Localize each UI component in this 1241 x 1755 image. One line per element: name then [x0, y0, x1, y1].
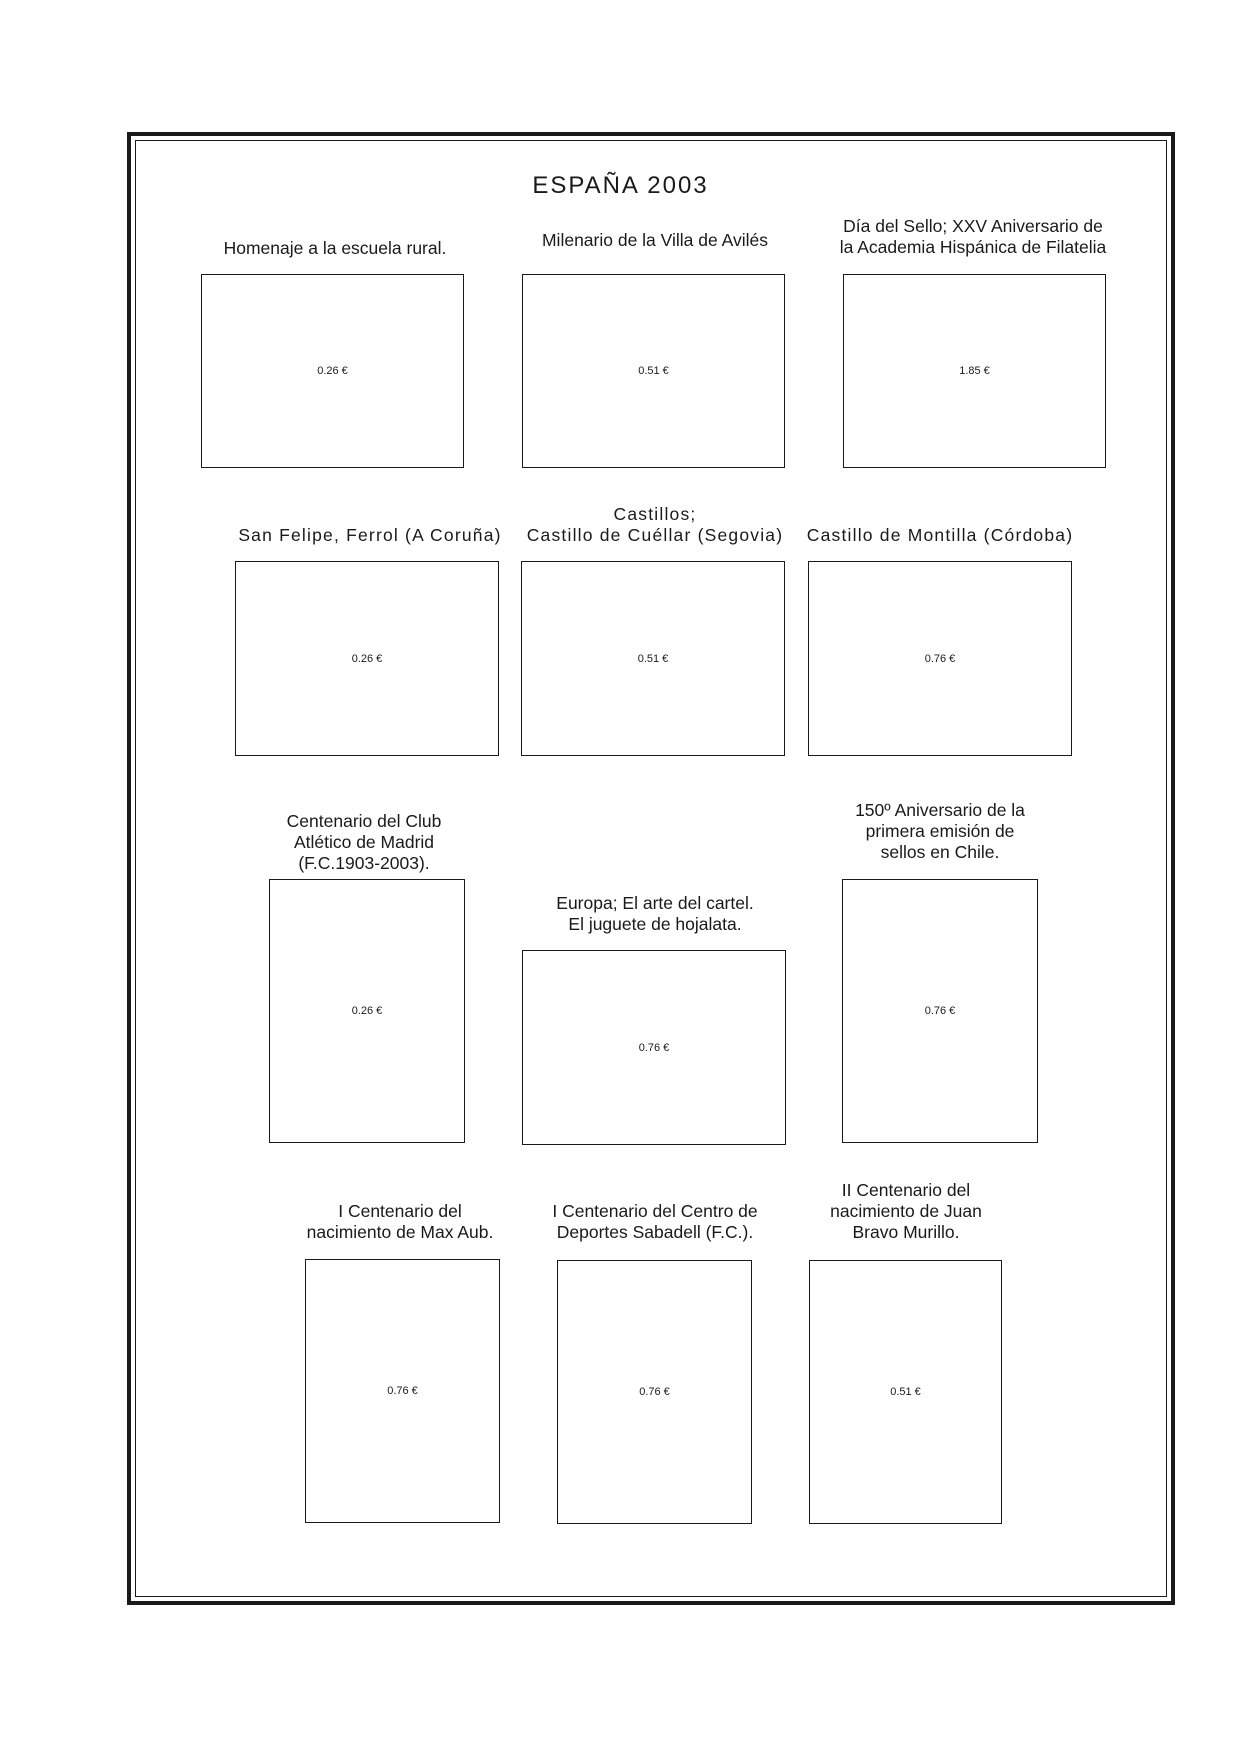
stamp-value: 0.51 €	[890, 1386, 921, 1398]
stamp-slot	[201, 274, 464, 468]
stamp-value: 0.51 €	[638, 365, 669, 377]
stamp-value: 0.76 €	[924, 1005, 956, 1017]
stamp-slot	[235, 561, 499, 756]
stamp-slot	[305, 1259, 500, 1523]
stamp-value: 0.26 €	[351, 652, 383, 665]
stamp-value: 0.51 €	[637, 652, 669, 665]
stamp-slot	[521, 561, 785, 756]
stamp-caption: Castillo de Montilla (Córdoba)	[806, 525, 1074, 545]
stamp-slot	[522, 950, 786, 1145]
stamp-caption: Homenaje a la escuela rural.	[223, 238, 447, 258]
stamp-value: 0.76 €	[639, 1386, 670, 1398]
stamp-caption: I Centenario del Centro de Deportes Sabadell (F.C.).	[552, 1201, 758, 1242]
stamp-caption: San Felipe, Ferrol (A Coruña)	[238, 525, 502, 545]
stamp-caption: Día del Sello; XXV Aniversario de la Academia Hispánica de Filatelia	[839, 216, 1107, 257]
stamp-caption: 150º Aniversario de la primera emisión de sellos en Chile.	[855, 800, 1025, 862]
stamp-slot	[557, 1260, 752, 1524]
stamp-value: 0.76 €	[387, 1385, 418, 1397]
stamp-caption: Centenario del Club Atlético de Madrid (F.C.1903-2003).	[286, 811, 442, 873]
stamp-caption: Castillos; Castillo de Cuéllar (Segovia)	[526, 504, 784, 545]
stamp-caption: Europa; El arte del cartel. El juguete de hojalata.	[556, 893, 754, 934]
stamp-value: 1.85 €	[959, 365, 990, 377]
stamp-slot	[269, 879, 465, 1143]
stamp-caption: I Centenario del nacimiento de Max Aub.	[306, 1201, 494, 1242]
stamp-value: 0.26 €	[351, 1005, 383, 1017]
stamp-value: 0.76 €	[924, 652, 956, 665]
stamp-value: 0.26 €	[317, 365, 348, 377]
stamp-slot	[843, 274, 1106, 468]
stamp-caption: II Centenario del nacimiento de Juan Bravo Murillo.	[830, 1180, 982, 1242]
stamp-slot	[842, 879, 1038, 1143]
stamp-slot	[808, 561, 1072, 756]
page-title: ESPAÑA 2003	[532, 172, 709, 199]
stamp-slot	[809, 1260, 1002, 1524]
stamp-value: 0.76 €	[638, 1041, 670, 1054]
stamp-caption: Milenario de la Villa de Avilés	[541, 230, 768, 250]
stamp-slot	[522, 274, 785, 468]
